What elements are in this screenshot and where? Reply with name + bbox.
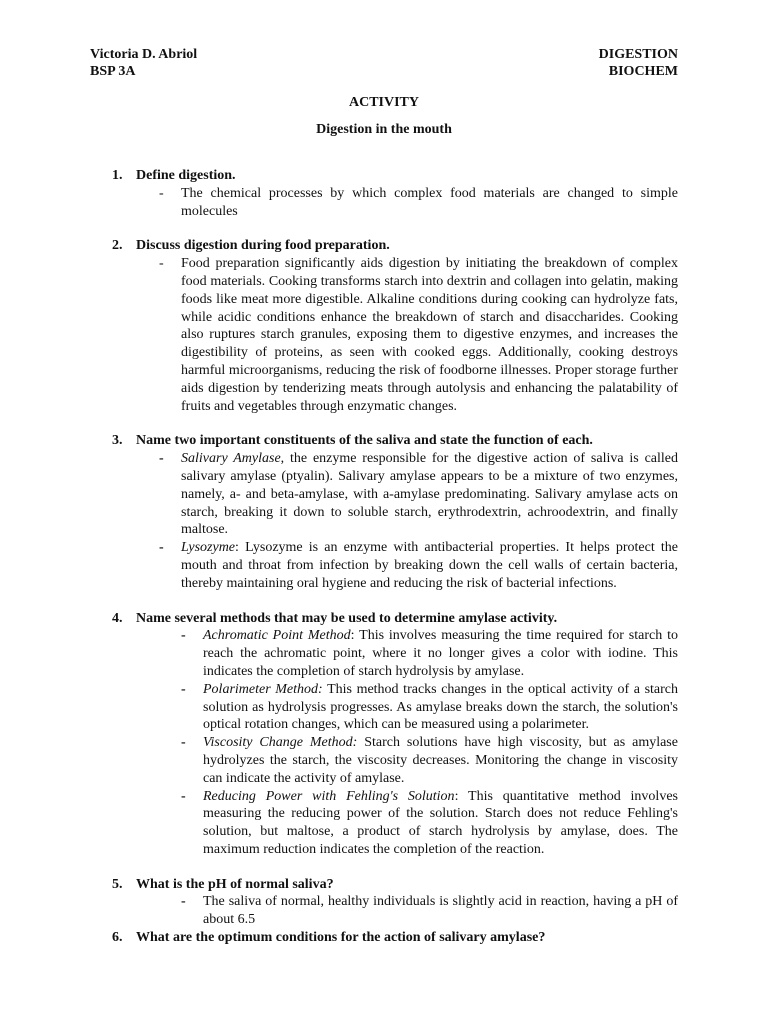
- question-text: Name two important constituents of the saliva and state the function of each.: [136, 433, 593, 449]
- question-text: What is the pH of normal saliva?: [136, 876, 334, 892]
- question-1: [112, 167, 678, 220]
- question-4: [112, 610, 678, 859]
- question-text: Define digestion.: [136, 168, 236, 183]
- answer-list: [136, 450, 678, 592]
- question-3: [112, 432, 678, 592]
- header-left: [90, 46, 197, 80]
- answer-item: [136, 450, 678, 539]
- answer-text: Starch solutions have high viscosity, but as amylase hydrolyzes the starch, the viscosity decreases. Monitoring the change in viscosity can indicate the activity of amylase.: [203, 735, 678, 786]
- question-number: 4.: [112, 610, 123, 626]
- answer-item: [136, 681, 678, 734]
- page-title: ACTIVITY: [348, 95, 419, 110]
- header-right: [599, 46, 678, 80]
- answer-list: [136, 185, 678, 221]
- bullet-dash: -: [159, 256, 164, 272]
- question-number: 3.: [112, 433, 123, 449]
- answer-item: [136, 788, 678, 859]
- question-5: [112, 876, 678, 929]
- question-number: 6.: [112, 930, 123, 946]
- answer-item: [136, 539, 678, 592]
- bullet-dash: -: [181, 788, 186, 804]
- topic-label: DIGESTION: [598, 47, 678, 62]
- answer-item: [136, 893, 678, 929]
- course-label: BIOCHEM: [608, 64, 678, 79]
- answer-text: : Lysozyme is an enzyme with antibacterial properties. It helps protect the mouth and throat from infection by breaking down the cell walls of certain bacteria, thereby maintaining oral hygiene and reducing the risk of bacterial infections.: [181, 540, 678, 591]
- bullet-dash: -: [181, 735, 186, 751]
- question-text: What are the optimum conditions for the action of salivary amylase?: [136, 930, 546, 946]
- bullet-dash: -: [159, 185, 164, 201]
- question-list: [112, 167, 678, 964]
- bullet-dash: -: [181, 628, 186, 644]
- answer-text: , the enzyme responsible for the digestive action of saliva is called salivary amylase (ptyalin). Salivary amylase appears to be a mixture of two enzymes, namely, a- and beta-amylase, with a-amylase predominating. Salivary amylase acts on starch, breaking it down to soluble starch, erythrodextrin, achroodextrin, and finally maltose.: [181, 451, 678, 538]
- answer-term: Polarimeter Method:: [203, 681, 323, 697]
- answer-list: [136, 627, 678, 858]
- bullet-dash: -: [159, 540, 164, 556]
- answer-item: [136, 255, 678, 415]
- answer-text: : This quantitative method involves measuring the reducing power of the solution. Starch does not reduce Fehling's solution, but maltose, a product of starch hydrolysis by amylase, does. The maximum reduction indicates the completion of the reaction.: [203, 788, 678, 857]
- answer-item: [136, 627, 678, 680]
- question-text: Name several methods that may be used to determine amylase activity.: [136, 610, 558, 626]
- answer-list: [136, 893, 678, 929]
- question-number: 5.: [112, 876, 123, 892]
- answer-term: Lysozyme: [181, 540, 236, 556]
- answer-term: Salivary Amylase: [181, 451, 281, 467]
- bullet-dash: -: [159, 451, 164, 467]
- answer-text: This method tracks changes in the optical activity of a starch solution as hydrolysis progresses. As amylase breaks down the starch, the solution's optical rotation changes, which can be measured using a polarimeter.: [203, 681, 678, 733]
- question-number: 1.: [112, 168, 123, 183]
- answer-item: [136, 185, 678, 221]
- question-2: [112, 237, 678, 415]
- answer-text: The chemical processes by which complex food materials are changed to simple molecules: [181, 185, 678, 219]
- question-text: Discuss digestion during food preparation.: [136, 238, 390, 254]
- answer-item: [136, 734, 678, 787]
- question-6: [112, 929, 678, 947]
- answer-text: Food preparation significantly aids digestion by initiating the breakdown of complex food materials. Cooking transforms starch into dextrin and collagen into gelatin, making foods like meat more digestible. Alkaline conditions during cooking can hydrolyze fats, while acidic conditions enhance the breakdown of starch and disaccharides. Cooking also ruptures starch granules, exposing them to digestive enzymes, and increases the digestibility of proteins, as seen with cooked eggs. Additionally, cooking destroys harmful microorganisms, reducing the risk of foodborne illnesses. Proper storage further aids digestion by tenderizing meats through autolysis and enhancing the palatability of fruits and vegetables through enzymatic changes.: [181, 256, 678, 414]
- answer-term: Viscosity Change Method:: [203, 735, 358, 751]
- page-subtitle: Digestion in the mouth: [316, 122, 452, 137]
- bullet-dash: -: [181, 681, 186, 697]
- question-number: 2.: [112, 238, 123, 254]
- author-name: Victoria D. Abriol: [90, 47, 198, 62]
- answer-text: The saliva of normal, healthy individuals is slightly acid in reaction, having a pH of about 6.5: [203, 894, 678, 928]
- answer-text: : This involves measuring the time required for starch to reach the achromatic point, where it no longer gives a color with iodine. This indicates the completion of starch hydrolysis by amylase.: [203, 628, 678, 679]
- answer-term: Achromatic Point Method: [203, 628, 351, 644]
- answer-list: [136, 255, 678, 415]
- class-section: BSP 3A: [90, 64, 136, 79]
- bullet-dash: -: [181, 894, 186, 910]
- answer-term: Reducing Power with Fehling's Solution: [203, 788, 455, 804]
